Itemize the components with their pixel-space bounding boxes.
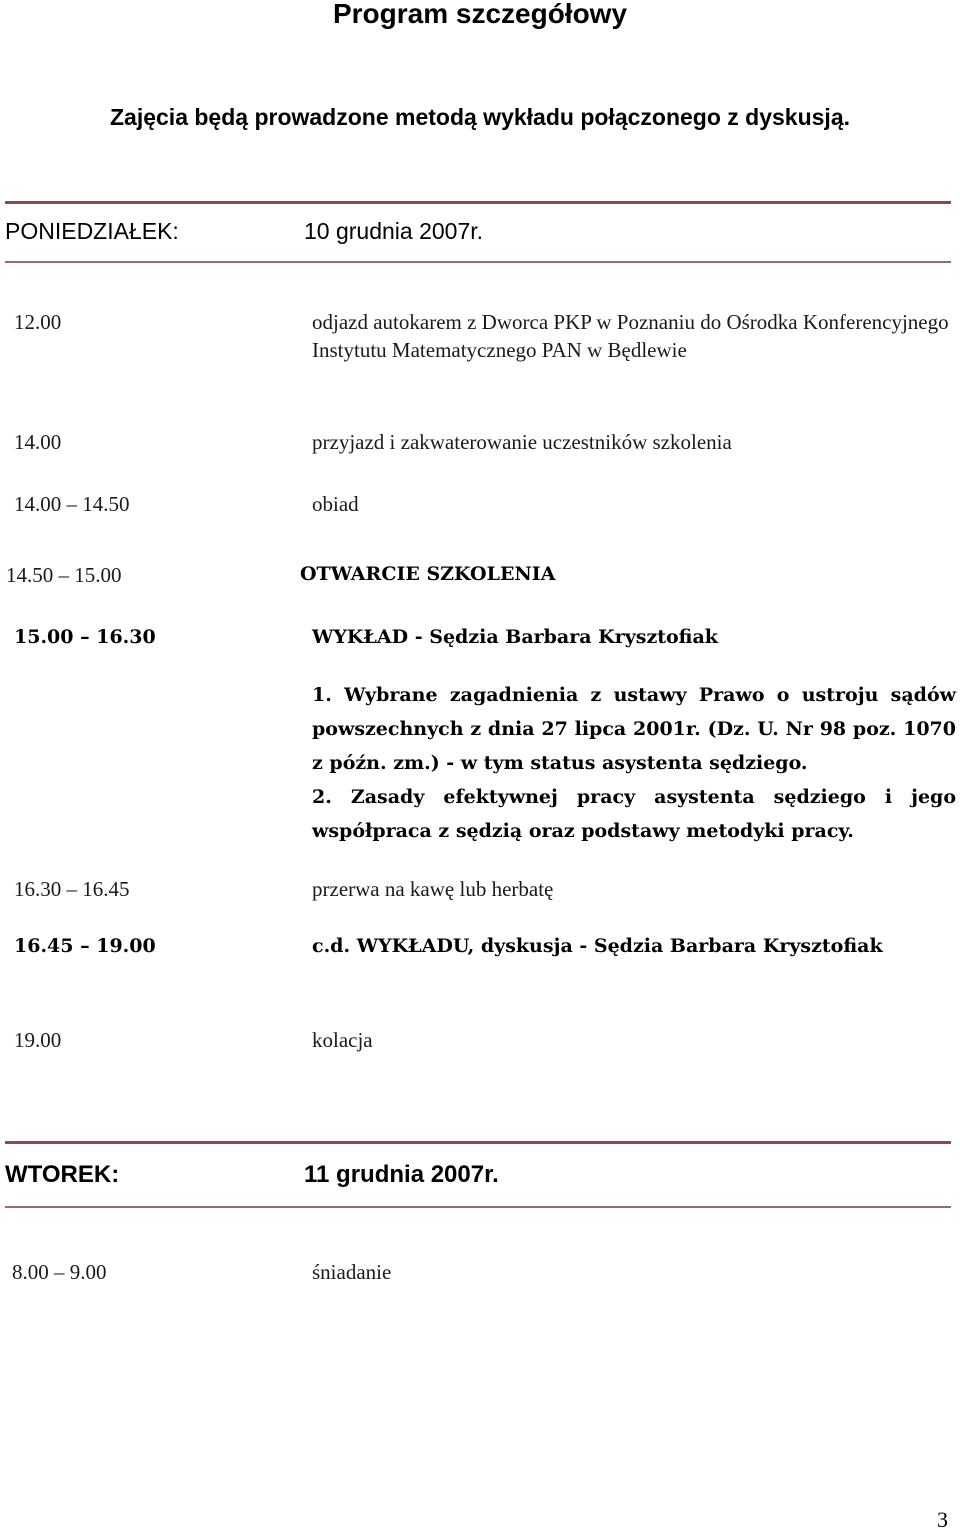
day-date-monday: 10 grudnia 2007r. [304, 218, 484, 244]
schedule-activity: śniadanie [312, 1260, 392, 1284]
page-number: 3 [937, 1507, 948, 1532]
day-label-monday: PONIEDZIAŁEK: [5, 218, 179, 244]
schedule-time: 15.00 – 16.30 [14, 626, 156, 648]
day-label-tuesday: WTOREK: [5, 1161, 120, 1188]
schedule-activity: odjazd autokarem z Dworca PKP w Poznaniu do Ośrodka Konferencyjnego Instytutu Matematycznego PAN w Będlewie [312, 310, 949, 362]
schedule-activity: przyjazd i zakwaterowanie uczestników szkolenia [312, 430, 732, 454]
schedule-activity: przerwa na kawę lub herbatę [312, 877, 554, 901]
schedule-time: 12.00 [14, 310, 62, 334]
day-rule-top [5, 1141, 951, 1144]
day-date-tuesday: 11 grudnia 2007r. [304, 1161, 499, 1188]
schedule-activity-lecture: WYKŁAD - Sędzia Barbara Krysztofiak [312, 626, 718, 648]
schedule-time: 14.00 – 14.50 [14, 492, 130, 516]
schedule-time: 14.00 [14, 430, 62, 454]
schedule-activity-lecture-cont: c.d. WYKŁADU, dyskusja - Sędzia Barbara Krysztofiak [312, 935, 883, 957]
schedule-time: 19.00 [14, 1028, 62, 1052]
schedule-time: 14.50 – 15.00 [6, 563, 122, 587]
schedule-activity-opening: OTWARCIE SZKOLENIA [300, 563, 556, 585]
lecture-topic: 2. Zasady efektywnej pracy asystenta sędziego i jego współpraca z sędzią oraz podstawy metodyki pracy. [312, 786, 956, 842]
lecture-topics [312, 678, 956, 848]
day-rule-bottom [5, 1206, 951, 1208]
schedule-activity: obiad [312, 492, 359, 516]
day-rule-bottom [5, 261, 951, 263]
schedule-time: 16.45 – 19.00 [14, 935, 156, 957]
intro-text: Zajęcia będą prowadzone metodą wykładu połączonego z dyskusją. [109, 104, 851, 130]
page-title: Program szczegółowy [332, 0, 628, 29]
lecture-topic: 1. Wybrane zagadnienia z ustawy Prawo o ustroju sądów powszechnych z dnia 27 lipca 2001r. (Dz. U. Nr 98 poz. 1070 z późn. zm.) - w tym status asystenta sędziego. [312, 684, 956, 774]
schedule-activity: kolacja [312, 1028, 373, 1052]
schedule-time: 8.00 – 9.00 [12, 1260, 107, 1284]
day-rule-top [5, 201, 951, 204]
schedule-time: 16.30 – 16.45 [14, 877, 130, 901]
